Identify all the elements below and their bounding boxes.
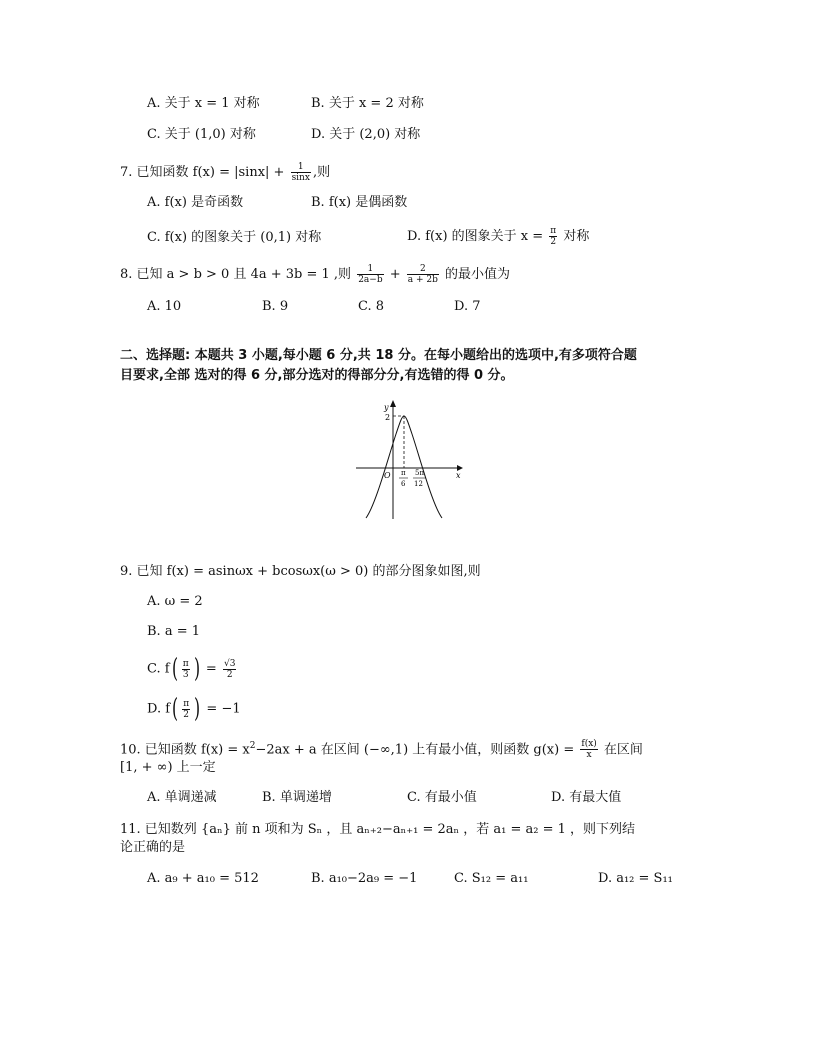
q10-stem: [120, 738, 643, 760]
x-axis-label: x: [456, 471, 461, 480]
q6-option-d: D. 关于 (2,0) 对称: [311, 127, 421, 142]
y-axis-label: y: [384, 403, 389, 412]
q8-f1-num: 1: [357, 264, 383, 275]
q7-d-num: π: [550, 226, 557, 236]
q9-d-text: D. f: [147, 701, 171, 717]
q8-fraction-2: [407, 264, 439, 285]
q8-f2-num: 2: [407, 264, 439, 275]
q7-stem-text: 7. 已知函数 f(x) = |sinx| +: [120, 165, 289, 180]
q10-sup: 2: [249, 741, 256, 751]
q8-fraction-1: [357, 264, 383, 285]
q10-f-den: x: [586, 750, 592, 761]
q7-d-fraction: [549, 226, 557, 247]
q9-c-text: C. f: [147, 661, 170, 677]
q8-stem-end: 的最小值为: [440, 267, 511, 282]
q7-frac-den: sinx: [291, 173, 310, 183]
q7-option-d: [407, 226, 589, 247]
q9-c-eq: =: [201, 661, 221, 677]
q6-option-c: C. 关于 (1,0) 对称: [147, 127, 256, 142]
tick2-den: 12: [414, 480, 423, 488]
q9-c-den: 3: [182, 669, 189, 680]
q9-option-c: [147, 656, 238, 682]
tick2-num: 5π: [415, 469, 425, 477]
q10-stem-mid: −2ax + a 在区间 (−∞,1) 上有最小值，则函数 g(x) =: [255, 742, 579, 758]
q9-d-eq: = −1: [202, 701, 241, 717]
q9-c-rnum: √3: [223, 658, 236, 669]
q9-option-d: [147, 696, 241, 722]
q9-c-rden: 2: [226, 669, 233, 680]
q10-option-d: D. 有最大值: [551, 790, 622, 805]
q9-d-num: π: [183, 698, 190, 709]
q10-option-b: B. 单调递增: [262, 790, 332, 805]
q7-d-end: 对称: [559, 229, 590, 244]
q9-c-fraction: [182, 659, 190, 680]
max-value-label: 2: [385, 413, 391, 422]
q8-option-c: C. 8: [358, 299, 385, 314]
section2-heading-line1: 二、选择题: 本题共 3 小题,每小题 6 分,共 18 分。在每小题给出的选项中,有多项符合题: [120, 348, 637, 363]
q10-fraction: [580, 739, 597, 760]
q7-d-den: 2: [550, 237, 557, 247]
q10-stem-end: 在区间: [599, 742, 643, 758]
q6-option-b: B. 关于 x = 2 对称: [311, 96, 424, 111]
q11-option-d: D. a₁₂ = S₁₁: [598, 871, 673, 886]
q10-stem-text: 10. 已知函数 f(x) = x: [120, 742, 250, 758]
tick1-num: π: [401, 469, 406, 477]
q6-option-a: A. 关于 x = 1 对称: [147, 96, 260, 111]
q8-option-a: A. 10: [147, 299, 182, 314]
section2-heading-line2: 目要求,全部 选对的得 6 分,部分选对的得部分分,有选错的得 0 分。: [120, 368, 514, 383]
q7-fraction: [291, 162, 311, 183]
q9-d-fraction: [182, 699, 190, 720]
function-graph: [352, 398, 468, 522]
q7-option-b: B. f(x) 是偶函数: [311, 195, 408, 210]
q10-option-c: C. 有最小值: [407, 790, 477, 805]
q11-option-b: B. a₁₀−2a₉ = −1: [311, 871, 418, 886]
q10-option-a: A. 单调递减: [147, 790, 217, 805]
q9-c-paren-open: (: [171, 654, 178, 684]
q8-plus: +: [385, 267, 405, 282]
q8-stem-text: 8. 已知 a > b > 0 且 4a + 3b = 1 ,则: [120, 267, 356, 282]
q7-frac-num: 1: [291, 162, 311, 173]
q9-stem: 9. 已知 f(x) = asinωx + bcosωx(ω > 0) 的部分图象如图,则: [120, 564, 481, 579]
q8-stem: [120, 264, 510, 285]
q7-option-c: C. f(x) 的图象关于 (0,1) 对称: [147, 230, 322, 245]
q7-stem-end: ,则: [312, 165, 331, 180]
y-axis-arrow: [390, 400, 396, 407]
q9-d-den: 2: [183, 709, 190, 720]
q11-option-c: C. S₁₂ = a₁₁: [454, 871, 529, 886]
q9-d-paren-open: (: [172, 694, 179, 724]
q10-f-num: f(x): [581, 739, 597, 750]
q9-c-result: [223, 659, 236, 680]
q7-d-text: D. f(x) 的图象关于 x =: [407, 229, 548, 244]
q8-option-d: D. 7: [454, 299, 481, 314]
tick1-den: 6: [401, 480, 406, 488]
q11-stem-line1: 11. 已知数列 {aₙ} 前 n 项和为 Sₙ ，且 aₙ₊₂−aₙ₊₁ = 2aₙ ，若 a₁ = a₂ = 1 ，则下列结: [120, 822, 636, 837]
q8-option-b: B. 9: [262, 299, 289, 314]
q10-stem-line2: [1, + ∞) 上一定: [120, 760, 216, 775]
q9-c-paren-close: ): [193, 654, 200, 684]
q9-option-b: B. a = 1: [147, 624, 200, 639]
q8-f1-den: 2a−b: [358, 275, 383, 285]
q8-f2-den: a + 2b: [407, 275, 438, 285]
q11-option-a: A. a₉ + a₁₀ = 512: [147, 871, 259, 886]
q9-d-paren-close: ): [194, 694, 201, 724]
origin-label: O: [384, 471, 391, 480]
q11-stem-line2: 论正确的是: [120, 840, 186, 855]
q7-stem: [120, 162, 330, 183]
q9-c-num: π: [182, 658, 189, 669]
q7-option-a: A. f(x) 是奇函数: [147, 195, 244, 210]
q9-option-a: A. ω = 2: [147, 594, 203, 609]
